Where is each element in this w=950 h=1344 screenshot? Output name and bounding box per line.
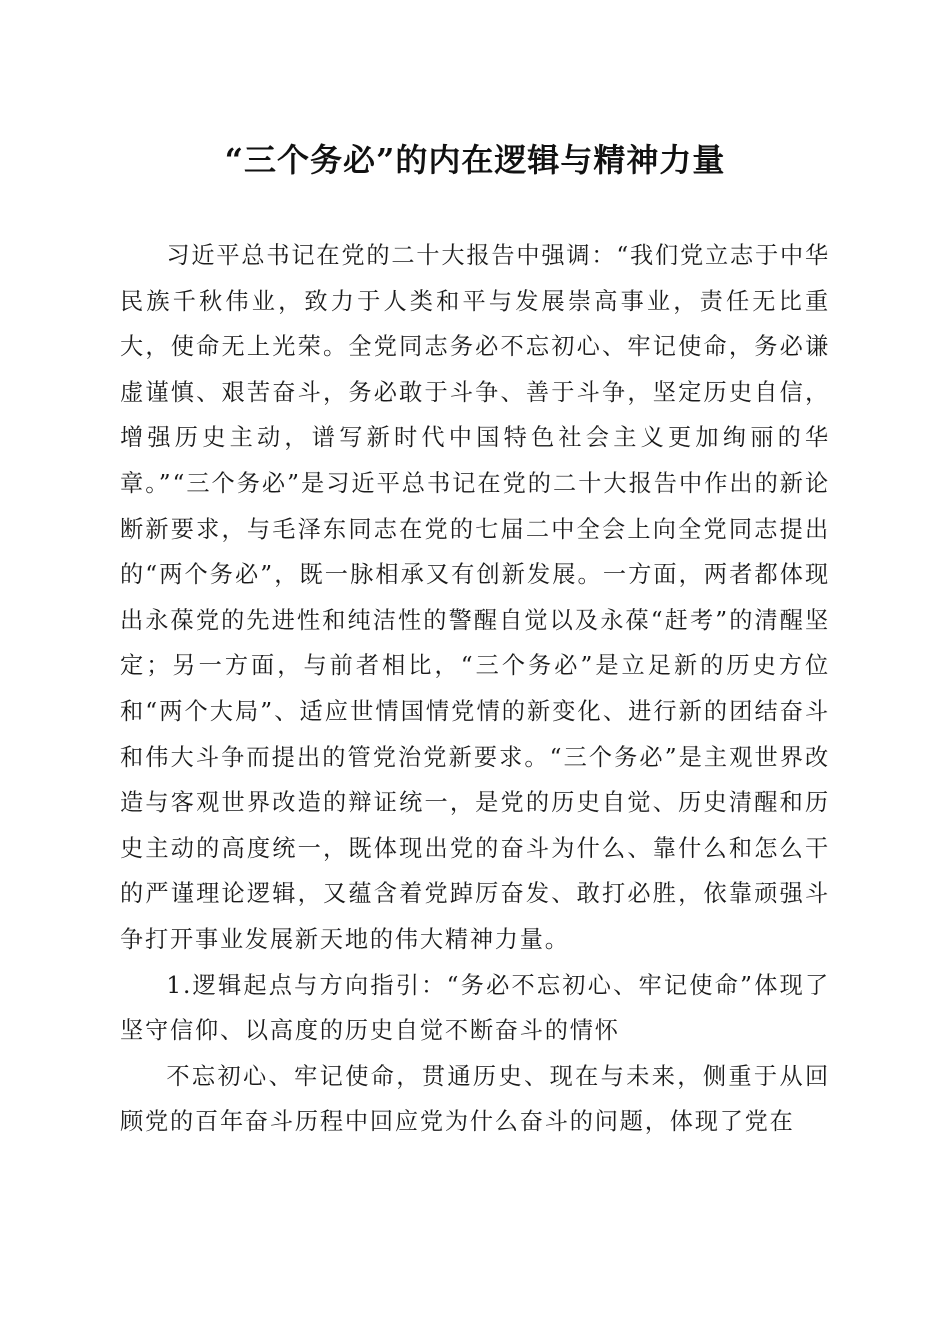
- document-body: [120, 233, 830, 1145]
- section-heading-1: 1.逻辑起点与方向指引：“务必不忘初心、牢记使命”体现了坚守信仰、以高度的历史自觉不断奋斗的情怀: [120, 971, 830, 1045]
- paragraph-intro: 习近平总书记在党的二十大报告中强调：“我们党立志于中华民族千秋伟业，致力于人类和平与发展崇高事业，责任无比重大，使命无上光荣。全党同志务必不忘初心、牢记使命，务必谦虚谨慎、艰苦奋斗，务必敢于斗争、善于斗争，坚定历史自信，增强历史主动，谱写新时代中国特色社会主义更加绚丽的华章。”“三个务必”是习近平总书记在党的二十大报告中作出的新论断新要求，与毛泽东同志在党的七届二中全会上向全党同志提出的“两个务必”，既一脉相承又有创新发展。一方面，两者都体现出永葆党的先进性和纯洁性的警醒自觉以及永葆“赶考”的清醒坚定；另一方面，与前者相比，“三个务必”是立足新的历史方位和“两个大局”、适应世情国情党情的新变化、进行新的团结奋斗和伟大斗争而提出的管党治党新要求。“三个务必”是主观世界改造与客观世界改造的辩证统一，是党的历史自觉、历史清醒和历史主动的高度统一，既体现出党的奋斗为什么、靠什么和怎么干的严谨理论逻辑，又蕴含着党踔厉奋发、敢打必胜，依靠顽强斗争打开事业发展新天地的伟大精神力量。: [120, 242, 830, 953]
- document-title: “三个务必”的内在逻辑与精神力量: [224, 141, 726, 179]
- paragraph-section-1: 不忘初心、牢记使命，贯通历史、现在与未来，侧重于从回顾党的百年奋斗历程中回应党为什么奋斗的问题，体现了党在: [120, 1062, 830, 1136]
